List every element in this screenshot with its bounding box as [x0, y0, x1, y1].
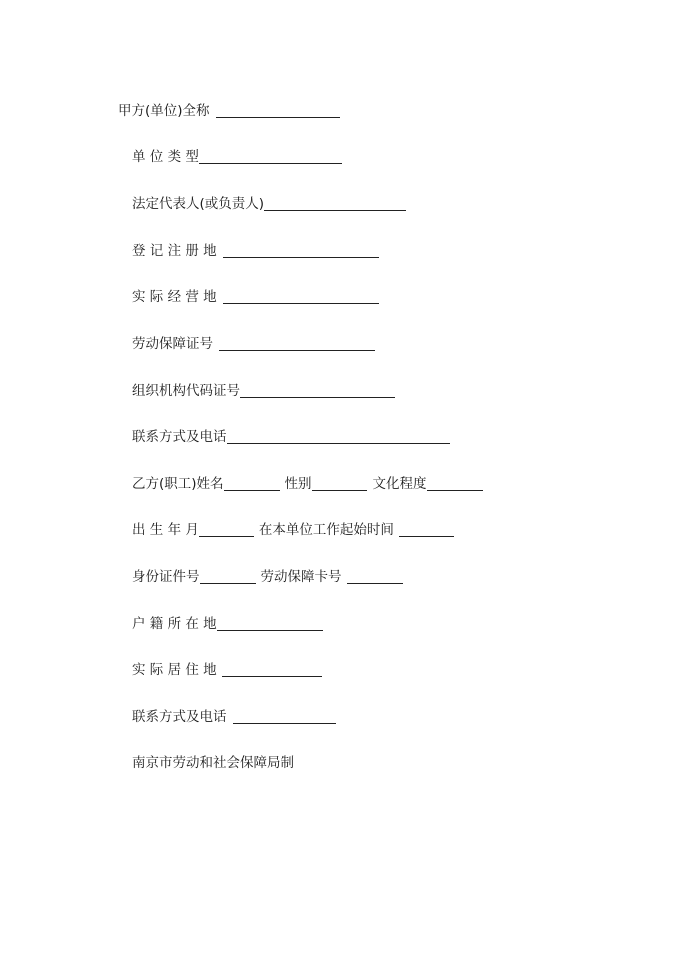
legal-rep-row	[132, 193, 406, 213]
issuer-row	[132, 752, 294, 772]
residence-field[interactable]	[222, 662, 322, 677]
party-b-name-label: 乙方(职工)姓名	[132, 476, 224, 492]
household-field[interactable]	[217, 616, 323, 631]
start-time-label: 在本单位工作起始时间	[258, 522, 394, 538]
gender-label: 性别	[284, 476, 312, 492]
labor-cert-field[interactable]	[219, 336, 375, 351]
party-a-name-row	[118, 100, 340, 120]
unit-type-label: 单 位 类 型	[132, 149, 199, 165]
actual-address-row	[132, 286, 379, 306]
party-a-name-label: 甲方(单位)全称	[118, 103, 210, 119]
issuer-text: 南京市劳动和社会保障局制	[132, 755, 294, 771]
legal-rep-field[interactable]	[264, 196, 406, 211]
gender-field[interactable]	[312, 476, 367, 491]
household-row	[132, 613, 323, 633]
actual-address-label: 实 际 经 营 地	[132, 289, 217, 305]
contact-a-row	[132, 426, 450, 446]
org-code-row	[132, 380, 395, 400]
contact-a-label: 联系方式及电话	[132, 429, 227, 445]
org-code-field[interactable]	[240, 383, 395, 398]
education-label: 文化程度	[372, 476, 427, 492]
birth-row	[132, 519, 454, 539]
birth-field[interactable]	[199, 522, 254, 537]
residence-label: 实 际 居 住 地	[132, 662, 217, 678]
party-a-name-field[interactable]	[216, 103, 340, 118]
birth-label: 出 生 年 月	[132, 522, 199, 538]
contact-b-label: 联系方式及电话	[132, 709, 227, 725]
id-number-field[interactable]	[200, 569, 256, 584]
contact-a-field[interactable]	[227, 429, 450, 444]
start-time-field[interactable]	[399, 522, 454, 537]
reg-address-label: 登 记 注 册 地	[132, 243, 217, 259]
contact-b-row	[132, 706, 336, 726]
household-label: 户 籍 所 在 地	[132, 616, 217, 632]
labor-card-field[interactable]	[347, 569, 403, 584]
unit-type-field[interactable]	[199, 149, 342, 164]
residence-row	[132, 659, 322, 679]
actual-address-field[interactable]	[223, 289, 379, 304]
unit-type-row	[132, 146, 342, 166]
reg-address-field[interactable]	[223, 243, 379, 258]
labor-card-label: 劳动保障卡号	[260, 569, 342, 585]
education-field[interactable]	[427, 476, 483, 491]
party-b-row	[132, 473, 483, 493]
labor-cert-row	[132, 333, 375, 353]
contact-b-field[interactable]	[233, 709, 336, 724]
legal-rep-label: 法定代表人(或负责人)	[132, 196, 265, 212]
reg-address-row	[132, 240, 379, 260]
id-number-label: 身份证件号	[132, 569, 200, 585]
org-code-label: 组织机构代码证号	[132, 383, 240, 399]
party-b-name-field[interactable]	[224, 476, 280, 491]
id-row	[132, 566, 403, 586]
labor-cert-label: 劳动保障证号	[132, 336, 213, 352]
